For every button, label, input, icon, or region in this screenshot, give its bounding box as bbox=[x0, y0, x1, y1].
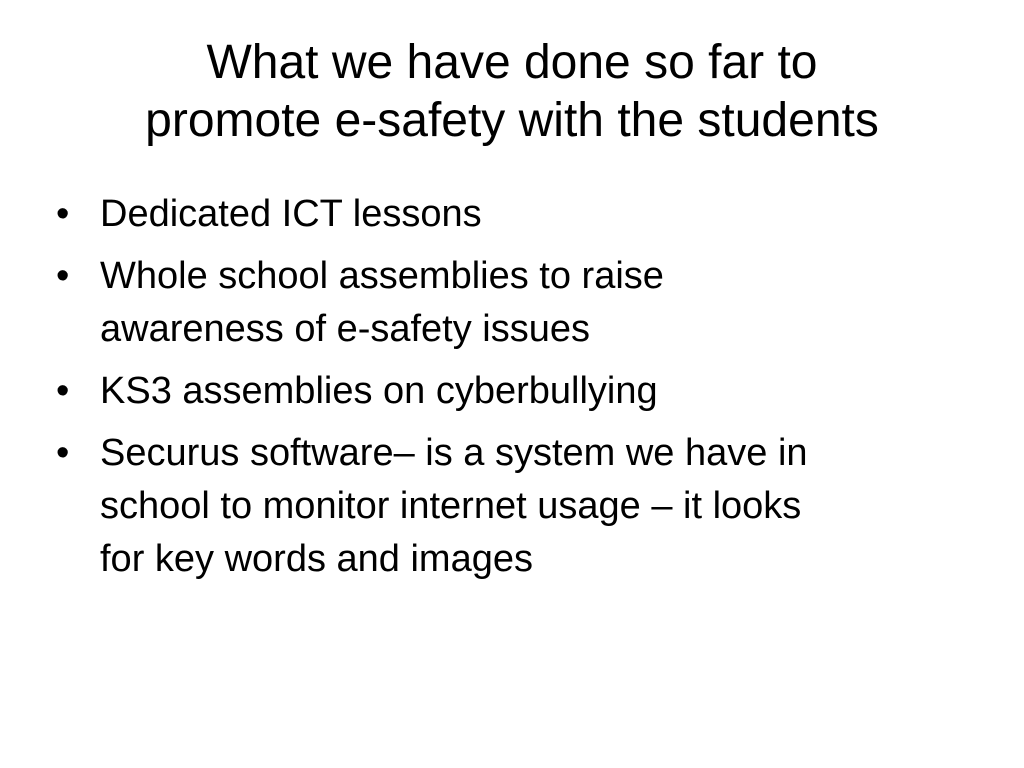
slide-title-line-2: promote e-safety with the students bbox=[145, 94, 879, 147]
bullet-item-whole-school-assemblies bbox=[56, 250, 956, 356]
bullet-dot-icon: • bbox=[56, 255, 70, 297]
bullet-item-securus-software bbox=[56, 427, 956, 586]
bullet-dot-icon: • bbox=[56, 432, 70, 474]
bullet-text-line: Whole school assemblies to raise bbox=[100, 255, 664, 297]
bullet-text-line: for key words and images bbox=[100, 538, 533, 580]
bullet-item-ks3-assemblies bbox=[56, 365, 956, 418]
bullet-dot-icon: • bbox=[56, 193, 70, 235]
bullet-text-line: Dedicated ICT lessons bbox=[100, 193, 482, 235]
slide-title bbox=[40, 34, 984, 150]
slide-title-line-1: What we have done so far to bbox=[206, 36, 818, 89]
bullet-list bbox=[56, 188, 956, 595]
bullet-text-line: awareness of e-safety issues bbox=[100, 308, 591, 350]
bullet-dot-icon: • bbox=[56, 370, 70, 412]
bullet-text-line: school to monitor internet usage – it looks bbox=[100, 485, 802, 527]
bullet-text-line: KS3 assemblies on cyberbullying bbox=[100, 370, 658, 412]
bullet-text-line: Securus software– is a system we have in bbox=[100, 432, 808, 474]
bullet-item-dedicated-ict-lessons bbox=[56, 188, 956, 241]
